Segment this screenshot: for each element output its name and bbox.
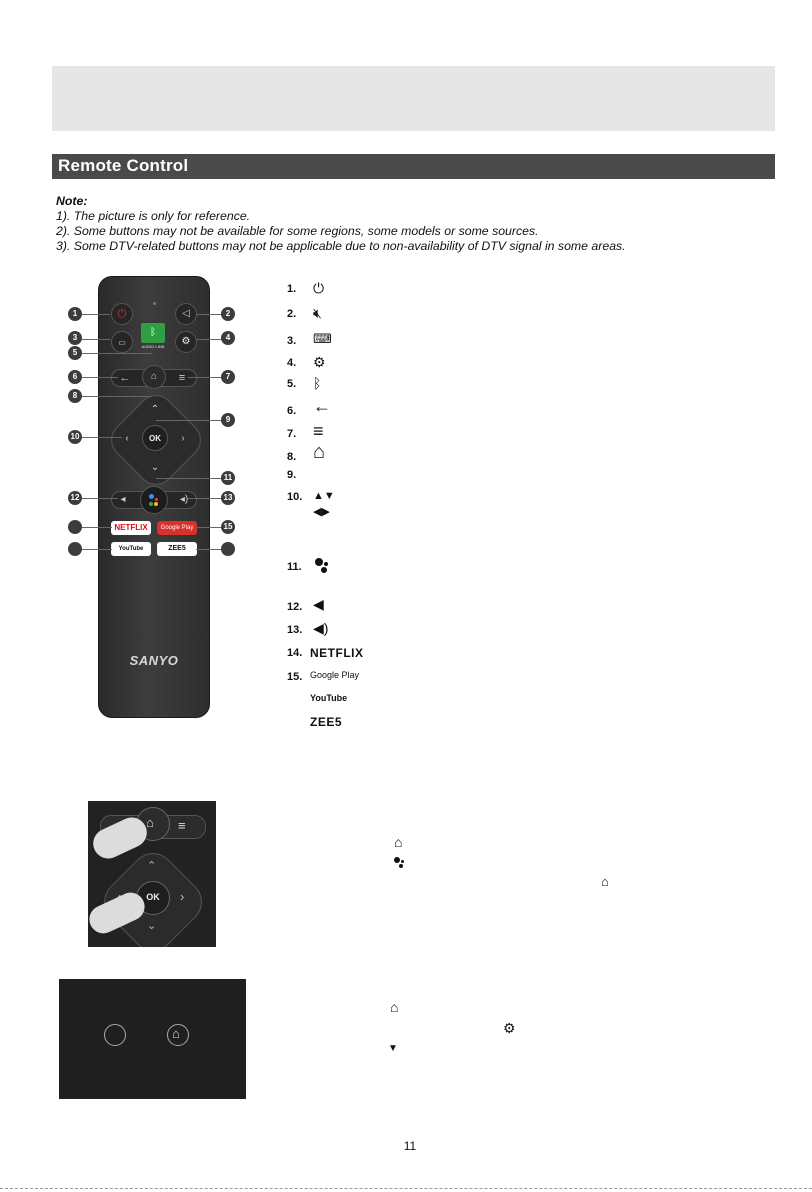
callout-2: 2	[221, 307, 235, 321]
back-arrow-icon: ←	[313, 396, 331, 416]
youtube-button: YouTube	[111, 542, 151, 556]
home-button	[142, 365, 166, 389]
ok-button	[142, 425, 168, 451]
up-arrow-icon: ⌃	[150, 404, 160, 415]
keyboard-button	[111, 331, 133, 353]
header-band	[52, 66, 775, 131]
list-number-9: 9.	[287, 469, 297, 481]
ok-label: OK	[146, 892, 160, 902]
down-arrow-icon: ⌄	[147, 920, 157, 932]
audio-link-label: AUDIO LINK	[141, 344, 165, 349]
up-down-arrows-icon: ▲▼	[313, 490, 335, 502]
microphone-hole	[153, 302, 156, 305]
note-line-3: 3). Some DTV-related buttons may not be applicable due to non-availability of DTV signal in some areas.	[56, 239, 626, 253]
callout-4: 4	[221, 331, 235, 345]
list-number-8: 8.	[287, 451, 297, 463]
remote-control-illustration	[98, 276, 210, 718]
callout-12: 12	[68, 491, 82, 505]
list-number-2: 2.	[287, 308, 297, 320]
list-number-6: 6.	[287, 405, 297, 417]
home-button	[167, 1024, 189, 1046]
menu-icon: ≡	[178, 372, 186, 384]
list-number-12: 12.	[287, 601, 303, 613]
bottom-rule	[0, 1188, 812, 1189]
list-number-10: 10.	[287, 491, 303, 503]
mute-button	[175, 303, 197, 325]
back-arrow-icon: ←	[119, 372, 131, 384]
bluetooth-icon: ᛒ	[150, 327, 156, 338]
right-arrow-icon: ›	[181, 433, 185, 444]
callout-9: 9	[221, 413, 235, 427]
left-arrow-icon: ‹	[125, 433, 129, 444]
menu-icon: ≡	[178, 818, 186, 833]
settings-button	[175, 331, 197, 353]
google-assistant-button	[140, 486, 168, 514]
callout-17	[221, 542, 235, 556]
callout-11: 11	[221, 471, 235, 485]
mute-icon: ◁	[182, 308, 190, 319]
circle-icon	[104, 1024, 126, 1046]
left-right-arrows-icon: ◀▶	[313, 506, 330, 518]
note-line-2: 2). Some buttons may not be available for some regions, some models or some sources.	[56, 224, 539, 238]
callout-16	[68, 542, 82, 556]
keyboard-icon: ▭	[118, 338, 126, 347]
brand-logo: SANYO	[129, 653, 179, 668]
tv-screen-illustration	[59, 979, 246, 1099]
pairing-photo	[88, 801, 216, 947]
list-number-7: 7.	[287, 428, 297, 440]
google-assistant-icon	[149, 494, 154, 499]
down-triangle-icon: ▼	[388, 1043, 398, 1054]
right-arrow-icon: ›	[180, 889, 185, 904]
page-number: 11	[403, 1139, 417, 1153]
callout-13: 13	[221, 491, 235, 505]
volume-down-icon: ◂	[120, 494, 126, 505]
settings-gear-icon: ⚙	[503, 1020, 516, 1036]
google-play-button: Google Play	[157, 521, 197, 535]
callout-3: 3	[68, 331, 82, 345]
list-number-14: 14.	[287, 647, 303, 659]
zee5-button: ZEE5	[157, 542, 197, 556]
keyboard-icon: ⌨	[313, 331, 332, 346]
bluetooth-audio-link-button	[141, 323, 165, 343]
list-number-5: 5.	[287, 378, 297, 390]
volume-up-icon: ◀)	[313, 620, 329, 636]
list-number-15: 15.	[287, 671, 303, 683]
callout-14	[68, 520, 82, 534]
netflix-logo: NETFLIX	[310, 646, 364, 660]
home-icon: ⌂	[601, 874, 609, 889]
volume-down-icon: ◀	[313, 596, 324, 612]
list-number-4: 4.	[287, 357, 297, 369]
youtube-logo: YouTube	[310, 693, 348, 703]
google-assistant-icon	[393, 856, 407, 870]
settings-gear-icon: ⚙	[313, 354, 326, 370]
ok-label: OK	[149, 434, 161, 443]
callout-6: 6	[68, 370, 82, 384]
callout-1: 1	[68, 307, 82, 321]
google-play-logo: Google Play	[310, 670, 360, 680]
down-arrow-icon: ⌄	[150, 462, 160, 473]
section-heading-bar	[52, 154, 775, 179]
list-number-11: 11.	[287, 561, 302, 573]
settings-gear-icon: ⚙	[181, 336, 191, 347]
mute-icon: 🔇︎	[313, 305, 322, 321]
home-icon: ⌂	[390, 999, 399, 1015]
home-icon: ⌂	[150, 371, 158, 382]
note-line-1: 1). The picture is only for reference.	[56, 209, 251, 223]
note-heading: Note:	[56, 194, 88, 208]
google-assistant-icon	[313, 556, 333, 576]
callout-10: 10	[68, 430, 82, 444]
zee5-logo: ZEE5	[310, 715, 343, 729]
list-number-3: 3.	[287, 335, 297, 347]
callout-15: 15	[221, 520, 235, 534]
callout-7: 7	[221, 370, 235, 384]
netflix-button: NETFLIX	[111, 521, 151, 535]
power-icon: ⏻	[117, 308, 127, 320]
home-icon: ⌂	[394, 834, 403, 850]
callout-5: 5	[68, 346, 82, 360]
callout-8: 8	[68, 389, 82, 403]
bluetooth-icon: ᛒ	[313, 375, 322, 391]
list-number-1: 1.	[287, 283, 297, 295]
power-icon: ⏻	[313, 280, 325, 296]
list-number-13: 13.	[287, 624, 303, 636]
menu-icon: ≡	[313, 421, 324, 441]
power-button	[111, 303, 133, 325]
home-icon: ⌂	[172, 1026, 180, 1041]
home-icon: ⌂	[313, 441, 326, 463]
up-arrow-icon: ⌃	[147, 860, 157, 872]
volume-up-icon: ◂)	[179, 494, 189, 505]
section-title: Remote Control	[58, 156, 189, 175]
home-icon: ⌂	[146, 815, 154, 830]
